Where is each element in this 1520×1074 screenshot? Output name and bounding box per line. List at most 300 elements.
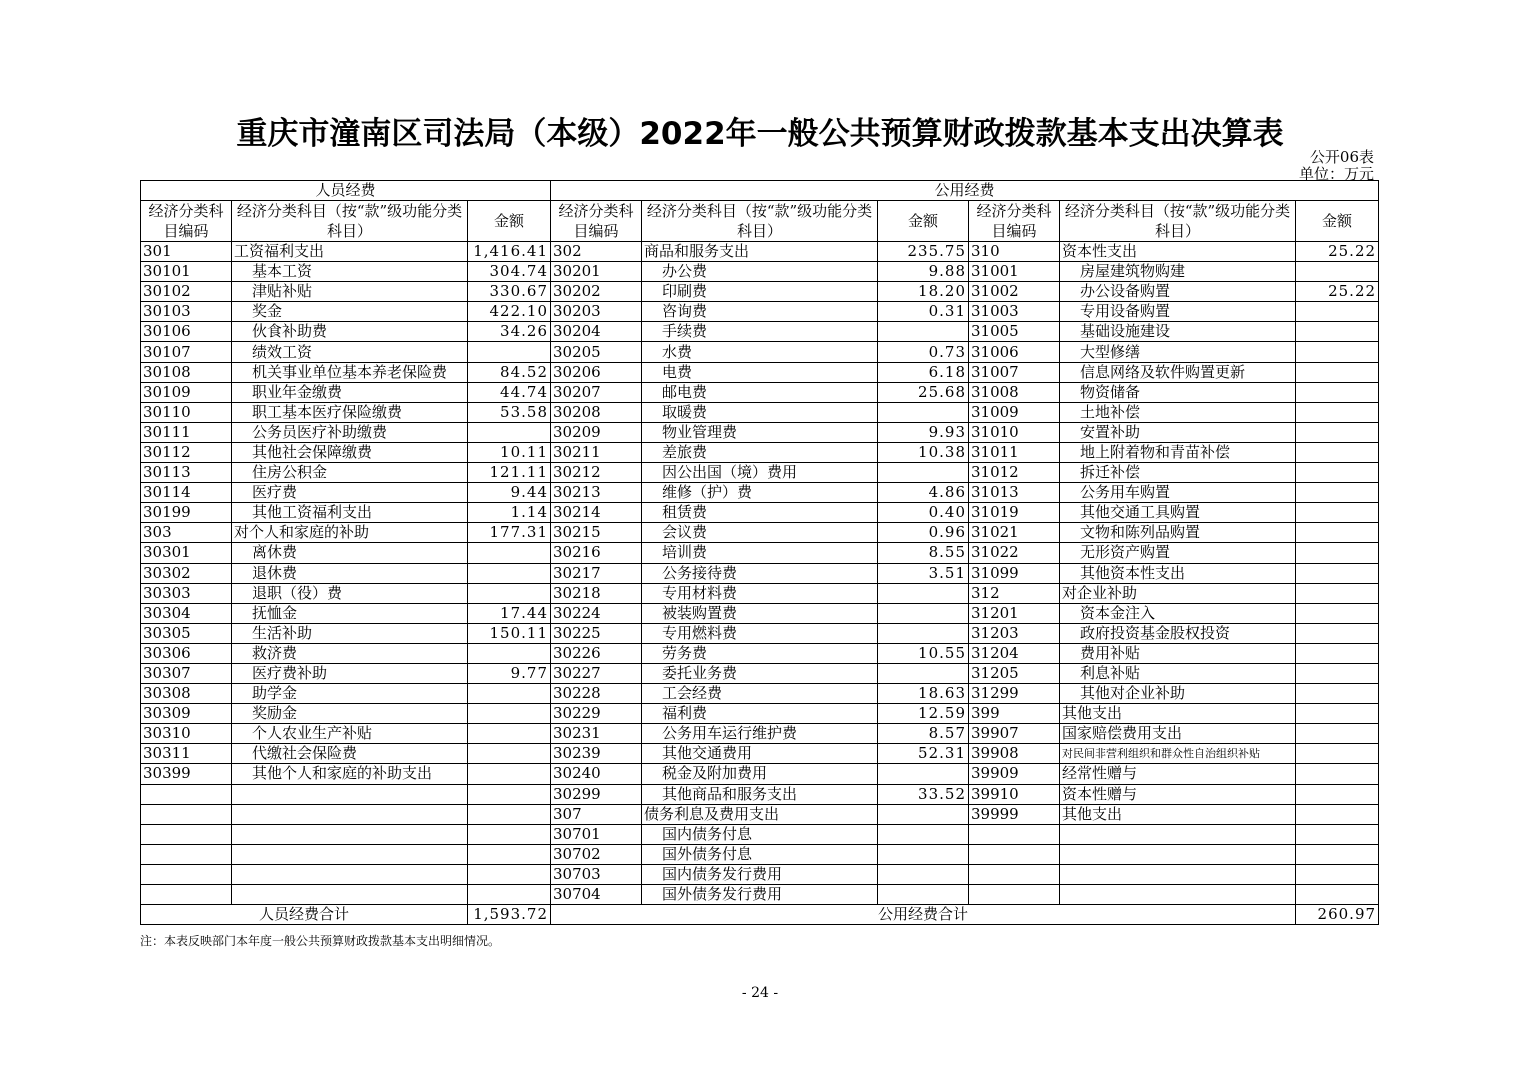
- name-cell: 咨询费: [642, 302, 878, 322]
- page-number: - 24 -: [741, 985, 779, 1001]
- code-cell: 31010: [969, 422, 1060, 442]
- amount-cell: 17.44: [468, 603, 551, 623]
- public-total-label: 公用经费合计: [551, 905, 1296, 925]
- code-cell: 30226: [551, 643, 642, 663]
- amount-cell: [468, 684, 551, 704]
- name-cell: 政府投资基金股权投资: [1060, 623, 1296, 643]
- name-cell: 费用补贴: [1060, 643, 1296, 663]
- table-row: [141, 442, 1379, 462]
- name-cell: [232, 864, 468, 884]
- name-cell: 公务用车购置: [1060, 483, 1296, 503]
- table-row: [141, 885, 1379, 905]
- amount-cell: 53.58: [468, 402, 551, 422]
- name-cell: 债务利息及费用支出: [642, 804, 878, 824]
- amount-cell: 0.40: [878, 503, 969, 523]
- table-row: [141, 583, 1379, 603]
- name-cell: 专用材料费: [642, 583, 878, 603]
- name-cell: 其他工资福利支出: [232, 503, 468, 523]
- code-cell: 302: [551, 242, 642, 262]
- name-cell: 会议费: [642, 523, 878, 543]
- amount-cell: 52.31: [878, 744, 969, 764]
- table-row: [141, 563, 1379, 583]
- header-amount-2: 金额: [878, 201, 969, 242]
- personnel-total-value: 1,593.72: [468, 905, 551, 925]
- code-cell: 30306: [141, 643, 232, 663]
- name-cell: 助学金: [232, 684, 468, 704]
- name-cell: 其他交通工具购置: [1060, 503, 1296, 523]
- code-cell: 30229: [551, 704, 642, 724]
- code-cell: [141, 885, 232, 905]
- code-cell: 30112: [141, 442, 232, 462]
- amount-cell: [878, 322, 969, 342]
- amount-cell: 84.52: [468, 362, 551, 382]
- name-cell: 国内债务发行费用: [642, 864, 878, 884]
- amount-cell: 304.74: [468, 262, 551, 282]
- amount-cell: [1296, 885, 1379, 905]
- amount-cell: [468, 543, 551, 563]
- amount-cell: [468, 744, 551, 764]
- name-cell: 福利费: [642, 704, 878, 724]
- code-cell: 30211: [551, 442, 642, 462]
- amount-cell: 0.73: [878, 342, 969, 362]
- name-cell: 伙食补助费: [232, 322, 468, 342]
- name-cell: 培训费: [642, 543, 878, 563]
- code-cell: 30299: [551, 784, 642, 804]
- footnote: 注：本表反映部门本年度一般公共预算财政拨款基本支出明细情况。: [140, 934, 501, 948]
- name-cell: 经常性赠与: [1060, 764, 1296, 784]
- code-cell: 30228: [551, 684, 642, 704]
- name-cell: 抚恤金: [232, 603, 468, 623]
- name-cell: 专用设备购置: [1060, 302, 1296, 322]
- header-name-3: 经济分类科目（按“款”级功能分类科目）: [1060, 201, 1296, 242]
- amount-cell: [1296, 342, 1379, 362]
- code-cell: 30208: [551, 402, 642, 422]
- code-cell: 31009: [969, 402, 1060, 422]
- table-row: [141, 623, 1379, 643]
- group-header-row: [141, 181, 1379, 201]
- table-row: [141, 242, 1379, 262]
- code-cell: 30206: [551, 362, 642, 382]
- name-cell: 机关事业单位基本养老保险费: [232, 362, 468, 382]
- amount-cell: [468, 643, 551, 663]
- amount-cell: [468, 864, 551, 884]
- personnel-total-label: 人员经费合计: [141, 905, 468, 925]
- amount-cell: [1296, 784, 1379, 804]
- code-cell: [969, 885, 1060, 905]
- name-cell: 奖励金: [232, 704, 468, 724]
- name-cell: 邮电费: [642, 382, 878, 402]
- code-cell: 30239: [551, 744, 642, 764]
- amount-cell: [878, 623, 969, 643]
- code-cell: 30307: [141, 663, 232, 683]
- code-cell: 30215: [551, 523, 642, 543]
- table-row: [141, 302, 1379, 322]
- amount-cell: 0.96: [878, 523, 969, 543]
- header-name-1: 经济分类科目（按“款”级功能分类科目）: [232, 201, 468, 242]
- name-cell: [232, 784, 468, 804]
- name-cell: 其他社会保障缴费: [232, 442, 468, 462]
- name-cell: [1060, 885, 1296, 905]
- amount-cell: 3.51: [878, 563, 969, 583]
- amount-cell: [1296, 864, 1379, 884]
- code-cell: 30207: [551, 382, 642, 402]
- amount-cell: [1296, 402, 1379, 422]
- table-row: [141, 663, 1379, 683]
- amount-cell: [878, 804, 969, 824]
- code-cell: 30305: [141, 623, 232, 643]
- amount-cell: [878, 603, 969, 623]
- amount-cell: [1296, 563, 1379, 583]
- name-cell: 税金及附加费用: [642, 764, 878, 784]
- name-cell: 职工基本医疗保险缴费: [232, 402, 468, 422]
- amount-cell: [878, 463, 969, 483]
- amount-cell: 8.57: [878, 724, 969, 744]
- table-row: [141, 523, 1379, 543]
- name-cell: 工资福利支出: [232, 242, 468, 262]
- amount-cell: [468, 784, 551, 804]
- code-cell: 39909: [969, 764, 1060, 784]
- name-cell: 房屋建筑物购建: [1060, 262, 1296, 282]
- code-cell: 30204: [551, 322, 642, 342]
- amount-cell: [468, 764, 551, 784]
- code-cell: 30203: [551, 302, 642, 322]
- table-row: [141, 643, 1379, 663]
- amount-cell: 330.67: [468, 282, 551, 302]
- amount-cell: [1296, 663, 1379, 683]
- name-cell: 信息网络及软件购置更新: [1060, 362, 1296, 382]
- amount-cell: [1296, 442, 1379, 462]
- amount-cell: [1296, 643, 1379, 663]
- name-cell: 离休费: [232, 543, 468, 563]
- code-cell: 31007: [969, 362, 1060, 382]
- amount-cell: [468, 422, 551, 442]
- amount-cell: [1296, 262, 1379, 282]
- amount-cell: [468, 583, 551, 603]
- code-cell: [969, 864, 1060, 884]
- amount-cell: [1296, 382, 1379, 402]
- table-row: [141, 322, 1379, 342]
- code-cell: 30227: [551, 663, 642, 683]
- code-cell: 30225: [551, 623, 642, 643]
- amount-cell: [1296, 764, 1379, 784]
- amount-cell: [1296, 362, 1379, 382]
- name-cell: [232, 824, 468, 844]
- group-personnel: 人员经费: [141, 181, 551, 201]
- code-cell: 30214: [551, 503, 642, 523]
- name-cell: 个人农业生产补贴: [232, 724, 468, 744]
- name-cell: 公务接待费: [642, 563, 878, 583]
- amount-cell: 25.22: [1296, 282, 1379, 302]
- code-cell: 39999: [969, 804, 1060, 824]
- name-cell: 津贴补贴: [232, 282, 468, 302]
- name-cell: 公务用车运行维护费: [642, 724, 878, 744]
- name-cell: 被装购置费: [642, 603, 878, 623]
- amount-cell: 177.31: [468, 523, 551, 543]
- table-row: [141, 603, 1379, 623]
- name-cell: 大型修缮: [1060, 342, 1296, 362]
- table-row: [141, 724, 1379, 744]
- code-cell: 31011: [969, 442, 1060, 462]
- code-cell: 39908: [969, 744, 1060, 764]
- amount-cell: [878, 844, 969, 864]
- amount-cell: 10.55: [878, 643, 969, 663]
- code-cell: 30216: [551, 543, 642, 563]
- code-cell: 31006: [969, 342, 1060, 362]
- table-row: [141, 684, 1379, 704]
- code-cell: 30702: [551, 844, 642, 864]
- name-cell: [232, 844, 468, 864]
- code-cell: [141, 784, 232, 804]
- name-cell: 退休费: [232, 563, 468, 583]
- amount-cell: 25.22: [1296, 242, 1379, 262]
- name-cell: 其他支出: [1060, 804, 1296, 824]
- code-cell: 30231: [551, 724, 642, 744]
- table-row: [141, 262, 1379, 282]
- amount-cell: [1296, 503, 1379, 523]
- code-cell: 30205: [551, 342, 642, 362]
- amount-cell: [1296, 744, 1379, 764]
- amount-cell: [468, 844, 551, 864]
- amount-cell: 10.11: [468, 442, 551, 462]
- name-cell: 奖金: [232, 302, 468, 322]
- column-header-row: [141, 201, 1379, 242]
- amount-cell: 9.93: [878, 422, 969, 442]
- amount-cell: 8.55: [878, 543, 969, 563]
- name-cell: 国外债务付息: [642, 844, 878, 864]
- name-cell: 租赁费: [642, 503, 878, 523]
- name-cell: 委托业务费: [642, 663, 878, 683]
- name-cell: 其他对企业补助: [1060, 684, 1296, 704]
- code-cell: 30311: [141, 744, 232, 764]
- amount-cell: [1296, 704, 1379, 724]
- amount-cell: [1296, 844, 1379, 864]
- code-cell: 31299: [969, 684, 1060, 704]
- amount-cell: 34.26: [468, 322, 551, 342]
- code-cell: 30399: [141, 764, 232, 784]
- code-cell: 30202: [551, 282, 642, 302]
- name-cell: 专用燃料费: [642, 623, 878, 643]
- code-cell: 31205: [969, 663, 1060, 683]
- amount-cell: 10.38: [878, 442, 969, 462]
- name-cell: 其他交通费用: [642, 744, 878, 764]
- amount-cell: [1296, 483, 1379, 503]
- code-cell: 30224: [551, 603, 642, 623]
- name-cell: 基本工资: [232, 262, 468, 282]
- header-code-3: 经济分类科目编码: [969, 201, 1060, 242]
- name-cell: 医疗费: [232, 483, 468, 503]
- amount-cell: 1,416.41: [468, 242, 551, 262]
- name-cell: 利息补贴: [1060, 663, 1296, 683]
- name-cell: 医疗费补助: [232, 663, 468, 683]
- name-cell: 手续费: [642, 322, 878, 342]
- header-code-2: 经济分类科目编码: [551, 201, 642, 242]
- amount-cell: 18.20: [878, 282, 969, 302]
- code-cell: 30704: [551, 885, 642, 905]
- amount-cell: [468, 804, 551, 824]
- code-cell: 30110: [141, 402, 232, 422]
- name-cell: 资本性赠与: [1060, 784, 1296, 804]
- amount-cell: 422.10: [468, 302, 551, 322]
- code-cell: 312: [969, 583, 1060, 603]
- table-row: [141, 422, 1379, 442]
- amount-cell: [468, 824, 551, 844]
- name-cell: 土地补偿: [1060, 402, 1296, 422]
- code-cell: 30304: [141, 603, 232, 623]
- name-cell: 其他支出: [1060, 704, 1296, 724]
- name-cell: 安置补助: [1060, 422, 1296, 442]
- table-row: [141, 744, 1379, 764]
- name-cell: 维修（护）费: [642, 483, 878, 503]
- name-cell: 劳务费: [642, 643, 878, 663]
- code-cell: 31019: [969, 503, 1060, 523]
- form-number: 公开06表: [1309, 148, 1374, 166]
- amount-cell: [878, 824, 969, 844]
- code-cell: 31002: [969, 282, 1060, 302]
- name-cell: 对个人和家庭的补助: [232, 523, 468, 543]
- amount-cell: [1296, 463, 1379, 483]
- code-cell: 39910: [969, 784, 1060, 804]
- name-cell: 退职（役）费: [232, 583, 468, 603]
- code-cell: 31012: [969, 463, 1060, 483]
- amount-cell: [1296, 824, 1379, 844]
- name-cell: [232, 885, 468, 905]
- amount-cell: 44.74: [468, 382, 551, 402]
- amount-cell: [878, 885, 969, 905]
- header-amount-1: 金额: [468, 201, 551, 242]
- header-code-1: 经济分类科目编码: [141, 201, 232, 242]
- table-row: [141, 543, 1379, 563]
- amount-cell: 9.77: [468, 663, 551, 683]
- amount-cell: [468, 724, 551, 744]
- amount-cell: [1296, 422, 1379, 442]
- unit-label: 单位：万元: [1298, 165, 1374, 183]
- table-row: [141, 804, 1379, 824]
- name-cell: [1060, 844, 1296, 864]
- name-cell: 公务员医疗补助缴费: [232, 422, 468, 442]
- table-row: [141, 704, 1379, 724]
- name-cell: 水费: [642, 342, 878, 362]
- code-cell: 30310: [141, 724, 232, 744]
- code-cell: 30309: [141, 704, 232, 724]
- name-cell: 绩效工资: [232, 342, 468, 362]
- amount-cell: [878, 402, 969, 422]
- code-cell: 30703: [551, 864, 642, 884]
- name-cell: 无形资产购置: [1060, 543, 1296, 563]
- code-cell: 307: [551, 804, 642, 824]
- expenditure-table: [140, 180, 1379, 925]
- code-cell: 30212: [551, 463, 642, 483]
- table-row: [141, 282, 1379, 302]
- code-cell: 31001: [969, 262, 1060, 282]
- code-cell: 39907: [969, 724, 1060, 744]
- public-total-value: 260.97: [1296, 905, 1379, 925]
- amount-cell: 9.44: [468, 483, 551, 503]
- code-cell: 30111: [141, 422, 232, 442]
- code-cell: 310: [969, 242, 1060, 262]
- code-cell: 30301: [141, 543, 232, 563]
- amount-cell: 1.14: [468, 503, 551, 523]
- name-cell: 基础设施建设: [1060, 322, 1296, 342]
- name-cell: 生活补助: [232, 623, 468, 643]
- amount-cell: [1296, 322, 1379, 342]
- name-cell: 其他资本性支出: [1060, 563, 1296, 583]
- code-cell: 31099: [969, 563, 1060, 583]
- name-cell: 国家赔偿费用支出: [1060, 724, 1296, 744]
- amount-cell: [468, 342, 551, 362]
- name-cell: 代缴社会保险费: [232, 744, 468, 764]
- table-row: [141, 844, 1379, 864]
- amount-cell: [878, 764, 969, 784]
- table-row: [141, 342, 1379, 362]
- name-cell: 因公出国（境）费用: [642, 463, 878, 483]
- code-cell: 30101: [141, 262, 232, 282]
- page-title: 重庆市潼南区司法局（本级）2022年一般公共预算财政拨款基本支出决算表: [236, 116, 1284, 152]
- amount-cell: [1296, 623, 1379, 643]
- amount-cell: 4.86: [878, 483, 969, 503]
- code-cell: 31003: [969, 302, 1060, 322]
- name-cell: 住房公积金: [232, 463, 468, 483]
- name-cell: 对民间非营利组织和群众性自治组织补贴: [1060, 744, 1296, 764]
- totals-row: [141, 905, 1379, 925]
- code-cell: 30308: [141, 684, 232, 704]
- table-row: [141, 402, 1379, 422]
- name-cell: 办公费: [642, 262, 878, 282]
- amount-cell: [1296, 302, 1379, 322]
- name-cell: 物资储备: [1060, 382, 1296, 402]
- code-cell: [141, 804, 232, 824]
- amount-cell: 121.11: [468, 463, 551, 483]
- code-cell: 31021: [969, 523, 1060, 543]
- amount-cell: [468, 563, 551, 583]
- name-cell: 地上附着物和青苗补偿: [1060, 442, 1296, 462]
- name-cell: 文物和陈列品购置: [1060, 523, 1296, 543]
- name-cell: [232, 804, 468, 824]
- header-name-2: 经济分类科目（按“款”级功能分类科目）: [642, 201, 878, 242]
- code-cell: [969, 824, 1060, 844]
- code-cell: [141, 864, 232, 884]
- amount-cell: 150.11: [468, 623, 551, 643]
- code-cell: 31005: [969, 322, 1060, 342]
- amount-cell: 0.31: [878, 302, 969, 322]
- code-cell: 301: [141, 242, 232, 262]
- name-cell: [1060, 824, 1296, 844]
- code-cell: [141, 824, 232, 844]
- amount-cell: [1296, 724, 1379, 744]
- code-cell: 31008: [969, 382, 1060, 402]
- name-cell: 救济费: [232, 643, 468, 663]
- code-cell: 30199: [141, 503, 232, 523]
- table-row: [141, 463, 1379, 483]
- amount-cell: 18.63: [878, 684, 969, 704]
- code-cell: 31203: [969, 623, 1060, 643]
- name-cell: 差旅费: [642, 442, 878, 462]
- code-cell: 30108: [141, 362, 232, 382]
- table-row: [141, 784, 1379, 804]
- amount-cell: 6.18: [878, 362, 969, 382]
- code-cell: 303: [141, 523, 232, 543]
- table-row: [141, 764, 1379, 784]
- code-cell: 399: [969, 704, 1060, 724]
- amount-cell: 235.75: [878, 242, 969, 262]
- amount-cell: [1296, 684, 1379, 704]
- name-cell: 职业年金缴费: [232, 382, 468, 402]
- amount-cell: [878, 663, 969, 683]
- code-cell: 31201: [969, 603, 1060, 623]
- table-row: [141, 362, 1379, 382]
- name-cell: 拆迁补偿: [1060, 463, 1296, 483]
- code-cell: 31204: [969, 643, 1060, 663]
- name-cell: 电费: [642, 362, 878, 382]
